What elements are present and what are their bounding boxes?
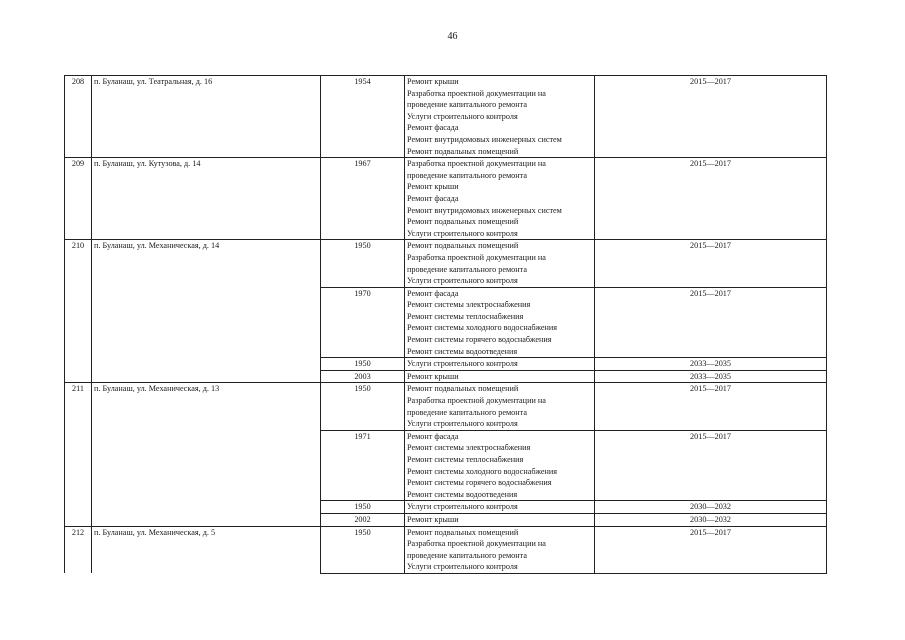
year-cell: 1950	[321, 358, 405, 371]
table-row	[65, 76, 827, 158]
table-row	[65, 526, 827, 573]
work-item: Услуги строительного контроля	[407, 419, 518, 429]
row-number-cell: 210	[65, 240, 92, 383]
address-cell: п. Буланаш, ул. Механическая, д. 13	[92, 383, 321, 526]
year-cell: 1950	[321, 526, 405, 573]
year-cell: 1970	[321, 287, 405, 358]
period-cell: 2015—2017	[595, 287, 827, 358]
work-item: Ремонт внутридомовых инженерных систем	[407, 134, 562, 144]
work-item: Ремонт подвальных помещений	[407, 146, 519, 156]
work-item: проведение капитального ремонта	[407, 100, 527, 110]
address-cell: п. Буланаш, ул. Кутузова, д. 14	[92, 158, 321, 240]
work-item: Ремонт системы холодного водоснабжения	[407, 323, 558, 333]
works-cell	[405, 370, 595, 383]
work-item: Услуги строительного контроля	[407, 228, 518, 238]
period-cell: 2033—2035	[595, 370, 827, 383]
works-cell	[405, 501, 595, 514]
work-item: Разработка проектной документации на	[407, 159, 546, 169]
row-number-cell: 208	[65, 76, 92, 158]
work-item: Ремонт подвальных помещений	[407, 384, 519, 394]
period-cell: 2015—2017	[595, 526, 827, 573]
repair-schedule-table	[64, 75, 827, 574]
work-item: проведение капитального ремонта	[407, 550, 527, 560]
work-item: Ремонт системы электроснабжения	[407, 443, 531, 453]
table-row	[65, 158, 827, 240]
work-item: Ремонт крыши	[407, 77, 459, 86]
address-cell: п. Буланаш, ул. Механическая, д. 14	[92, 240, 321, 383]
table-row	[65, 383, 827, 430]
work-item: Разработка проектной документации на	[407, 539, 546, 549]
works-cell	[405, 287, 595, 358]
work-item: Ремонт системы горячего водоснабжения	[407, 478, 552, 488]
period-cell: 2015—2017	[595, 430, 827, 501]
period-cell: 2033—2035	[595, 358, 827, 371]
work-item: Ремонт крыши	[407, 514, 459, 524]
work-item: Ремонт системы холодного водоснабжения	[407, 466, 558, 476]
work-item: Ремонт подвальных помещений	[407, 527, 519, 537]
table-row	[65, 240, 827, 287]
work-item: Ремонт подвальных помещений	[407, 217, 519, 227]
works-cell	[405, 240, 595, 287]
row-number-cell: 211	[65, 383, 92, 526]
period-cell: 2030—2032	[595, 513, 827, 526]
works-cell	[405, 358, 595, 371]
work-item: Ремонт крыши	[407, 371, 459, 381]
page-number: 46	[447, 31, 458, 42]
work-item: Разработка проектной документации на	[407, 396, 546, 406]
year-cell: 1971	[321, 430, 405, 501]
year-cell: 1954	[321, 76, 405, 158]
period-cell: 2015—2017	[595, 158, 827, 240]
work-item: Ремонт системы водоотведения	[407, 346, 518, 356]
works-cell	[405, 526, 595, 573]
work-item: Услуги строительного контроля	[407, 111, 518, 121]
work-item: Ремонт системы электроснабжения	[407, 300, 531, 310]
work-item: Услуги строительного контроля	[407, 359, 518, 369]
work-item: Ремонт системы водоотведения	[407, 489, 518, 499]
period-cell: 2015—2017	[595, 240, 827, 287]
work-item: Услуги строительного контроля	[407, 562, 518, 572]
work-item: Ремонт фасада	[407, 123, 459, 133]
work-item: Ремонт фасада	[407, 193, 459, 203]
year-cell: 2002	[321, 513, 405, 526]
address-cell: п. Буланаш, ул. Театральная, д. 16	[92, 76, 321, 158]
work-item: проведение капитального ремонта	[407, 170, 527, 180]
year-cell: 1950	[321, 383, 405, 430]
works-cell	[405, 76, 595, 158]
year-cell: 1950	[321, 240, 405, 287]
work-item: Ремонт фасада	[407, 431, 459, 441]
row-number-cell: 209	[65, 158, 92, 240]
work-item: Ремонт подвальных помещений	[407, 241, 519, 251]
year-cell: 2003	[321, 370, 405, 383]
work-item: Ремонт крыши	[407, 182, 459, 192]
work-item: Ремонт системы теплоснабжения	[407, 311, 524, 321]
work-item: Услуги строительного контроля	[407, 276, 518, 286]
work-item: Ремонт системы горячего водоснабжения	[407, 335, 552, 345]
works-cell	[405, 430, 595, 501]
work-item: Ремонт системы теплоснабжения	[407, 455, 524, 464]
work-item: Ремонт внутридомовых инженерных систем	[407, 205, 562, 215]
works-cell	[405, 158, 595, 240]
work-item: Разработка проектной документации на	[407, 252, 546, 262]
row-number-cell: 212	[65, 526, 92, 573]
work-item: проведение капитального ремонта	[407, 264, 527, 274]
table-body	[65, 76, 827, 574]
period-cell: 2015—2017	[595, 383, 827, 430]
year-cell: 1950	[321, 501, 405, 514]
works-cell	[405, 383, 595, 430]
work-item: Ремонт фасада	[407, 288, 459, 298]
work-item: проведение капитального ремонта	[407, 407, 527, 417]
year-cell: 1967	[321, 158, 405, 240]
period-cell: 2030—2032	[595, 501, 827, 514]
work-item: Разработка проектной документации на	[407, 88, 546, 98]
works-cell	[405, 513, 595, 526]
work-item: Услуги строительного контроля	[407, 502, 518, 512]
address-cell: п. Буланаш, ул. Механическая, д. 5	[92, 526, 321, 573]
period-cell: 2015—2017	[595, 76, 827, 158]
